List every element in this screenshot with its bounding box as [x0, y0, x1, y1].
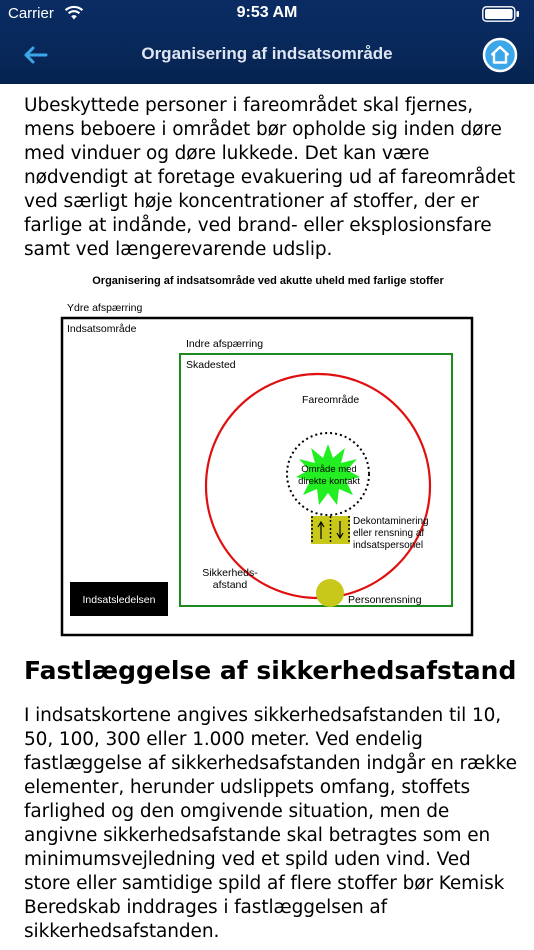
home-icon[interactable]	[480, 35, 520, 75]
intro-paragraph: Ubeskyttede personer i fareområdet skal fjernes, mens beboere i området bør opholde sig inden døre med vinduer og døre lukkede. Det kan være nødvendigt at foretage evakuering ud af fareområdet ved særligt høje koncentrationer af stoffer, der er farlige at indånde, ved brand- eller eksplosionsfare samt ved længerevarende udslip.	[24, 95, 516, 260]
status-bar	[0, 0, 534, 28]
outer-cordon-label: Ydre afspærring	[67, 302, 143, 314]
command-label: Indsatsledelsen	[82, 594, 156, 606]
diagram-title: Organisering af indsatsområde ved akutte uheld med farlige stoffer	[92, 275, 444, 287]
arrow-left-icon[interactable]	[16, 40, 56, 70]
inner-cordon-label: Indre afspærring	[186, 338, 264, 350]
incident-area-diagram	[56, 272, 476, 642]
decon-label-1: Dekontaminering	[353, 516, 429, 527]
person-cleaning-label: Personrensning	[348, 594, 422, 606]
direct-contact-label-2: direkte kontakt	[298, 476, 360, 487]
content-area	[0, 84, 534, 950]
decon-label-2: eller rensning af	[353, 528, 425, 539]
safety-distance-label-2: afstand	[212, 579, 248, 591]
battery-icon	[482, 6, 520, 22]
top-bar	[0, 0, 534, 84]
safety-distance-label-1: Sikkerheds-	[202, 567, 258, 579]
status-time: 9:53 AM	[236, 4, 298, 21]
scene-label: Skadested	[186, 359, 236, 371]
section-heading: Fastlæggelse af sikkerhedsafstand	[24, 656, 517, 685]
decon-label-3: indsatspersonel	[353, 540, 424, 551]
page-title: Organisering af indsatsområde	[141, 44, 393, 63]
body-paragraph: I indsatskortene angives sikkerhedsafstanden til 10, 50, 100, 300 eller 1.000 meter. Ved endelig fastlæggelse af sikkerhedsafstanden indgår en række elementer, herunder udslippets omfang, stoffets farlighed og den omgivende situation, men de angivne sikkerhedsafstande skal betragtes som en minimumsvejledning ved et spild uden vind. Ved store eller samtidige spild af flere stoffer bør Kemisk Beredskab inddrages i fastlæggelsen af sikkerhedsafstanden.	[24, 705, 517, 942]
person-cleaning-marker	[316, 579, 344, 607]
direct-contact-label-1: Område med	[301, 464, 357, 475]
danger-zone-label: Fareområde	[302, 394, 360, 406]
navigation-bar	[0, 28, 534, 84]
carrier-label: Carrier	[8, 5, 54, 22]
incident-area-label: Indsatsområde	[67, 323, 137, 335]
